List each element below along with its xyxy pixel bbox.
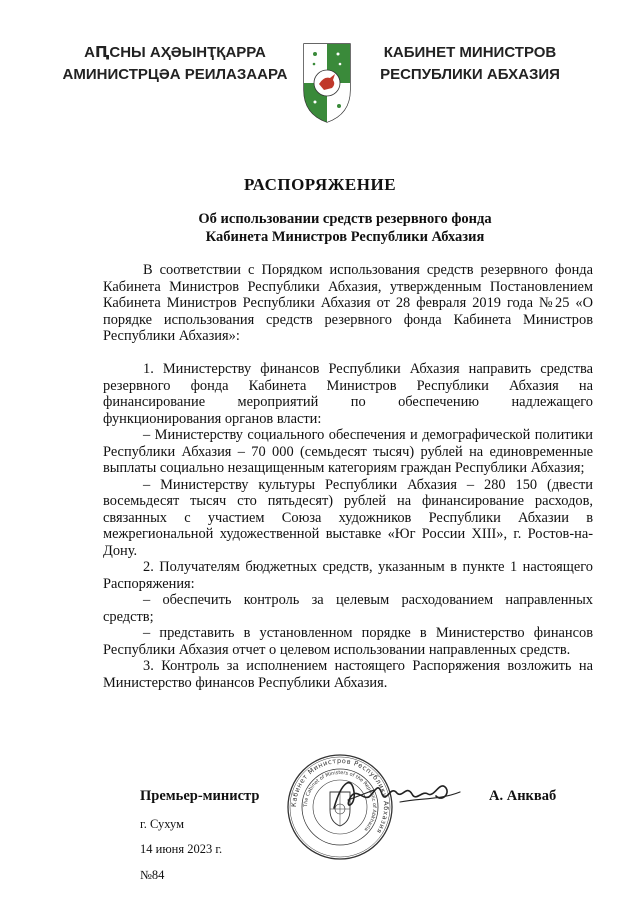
abkhazia-coat-of-arms-icon bbox=[300, 40, 354, 124]
document-title: РАСПОРЯЖЕНИЕ bbox=[243, 175, 397, 194]
document-subtitle bbox=[100, 210, 590, 246]
paragraph-2: 2. Получателям бюджетных средств, указанным в пункте 1 настоящего Распоряжения: bbox=[103, 559, 593, 592]
paragraph-1: 1. Министерству финансов Республики Абхазия направить средства резервного фонда Кабинета Министров Республики Абхазия на финансирование мероприятий по обеспечению надлежащего функционирования органов власти: bbox=[103, 361, 593, 427]
issue-city: г. Сухум bbox=[140, 817, 185, 831]
paragraph-3: 3. Контроль за исполнением настоящего Распоряжения возложить на Министерство финансов Республики Абхазия. bbox=[103, 658, 593, 691]
intro-paragraph: В соответствии с Порядком использования средств резервного фонда Кабинета Министров Республики Абхазия, утвержденным Постановлением Кабинета Министров Республики Абхазия от 28 февраля 2019 года №25 «О порядке использования средств резервного фонда Кабинета Министров Республики Абхазия»: bbox=[103, 262, 593, 344]
document-number: №84 bbox=[140, 868, 165, 882]
header-left-line2: АМИНИСТРЦӘА РЕИЛАЗААРА bbox=[62, 66, 288, 83]
paragraph-1b: – Министерству культуры Республики Абхазия – 280 150 (двести восемьдесят тысяч сто пятьдесят) рублей на финансирование расходов, связанных с участием Союза художников Республики Абхазии в межрегиональной художественной выставке «Юг России XIII», г. Ростов-на-Дону. bbox=[103, 476, 593, 559]
signatory-name: А. Анкваб bbox=[489, 788, 557, 804]
signatory-position: Премьер-министр bbox=[140, 788, 260, 804]
subtitle-line1: Об использовании средств резервного фонда bbox=[198, 211, 492, 227]
issue-date: 14 июня 2023 г. bbox=[140, 842, 223, 856]
paragraph-1a: – Министерству социального обеспечения и демографической политики Республики Абхазия – 70 000 (семьдесят тысяч) рублей на единовременные выплаты социально незащищенным категориям граждан Республики Абхазия; bbox=[103, 427, 593, 476]
header-left-line1: АԤСНЫ АҲӘЫНҬҚАРРА bbox=[84, 44, 266, 61]
paragraph-2b: – представить в установленном порядке в Министерство финансов Республики Абхазия отчет о целевом использовании направленных средств. bbox=[103, 625, 593, 658]
paragraph-2a: – обеспечить контроль за целевым расходованием направленных средств; bbox=[103, 592, 593, 625]
document-body bbox=[103, 262, 593, 691]
header-right-line2: РЕСПУБЛИКИ АБХАЗИЯ bbox=[380, 66, 560, 83]
seal-inner-text: The Cabinet of Ministers of the Republic of Abkhazia bbox=[302, 769, 378, 833]
signature-icon bbox=[330, 772, 465, 817]
header-left-title bbox=[60, 42, 290, 86]
subtitle-line2: Кабинета Министров Республики Абхазия bbox=[205, 229, 485, 245]
header-right-title bbox=[355, 42, 585, 86]
header-right-line1: КАБИНЕТ МИНИСТРОВ bbox=[383, 44, 557, 61]
seal-outer-text: Кабинет Министров Республики Абхазия bbox=[289, 756, 391, 836]
